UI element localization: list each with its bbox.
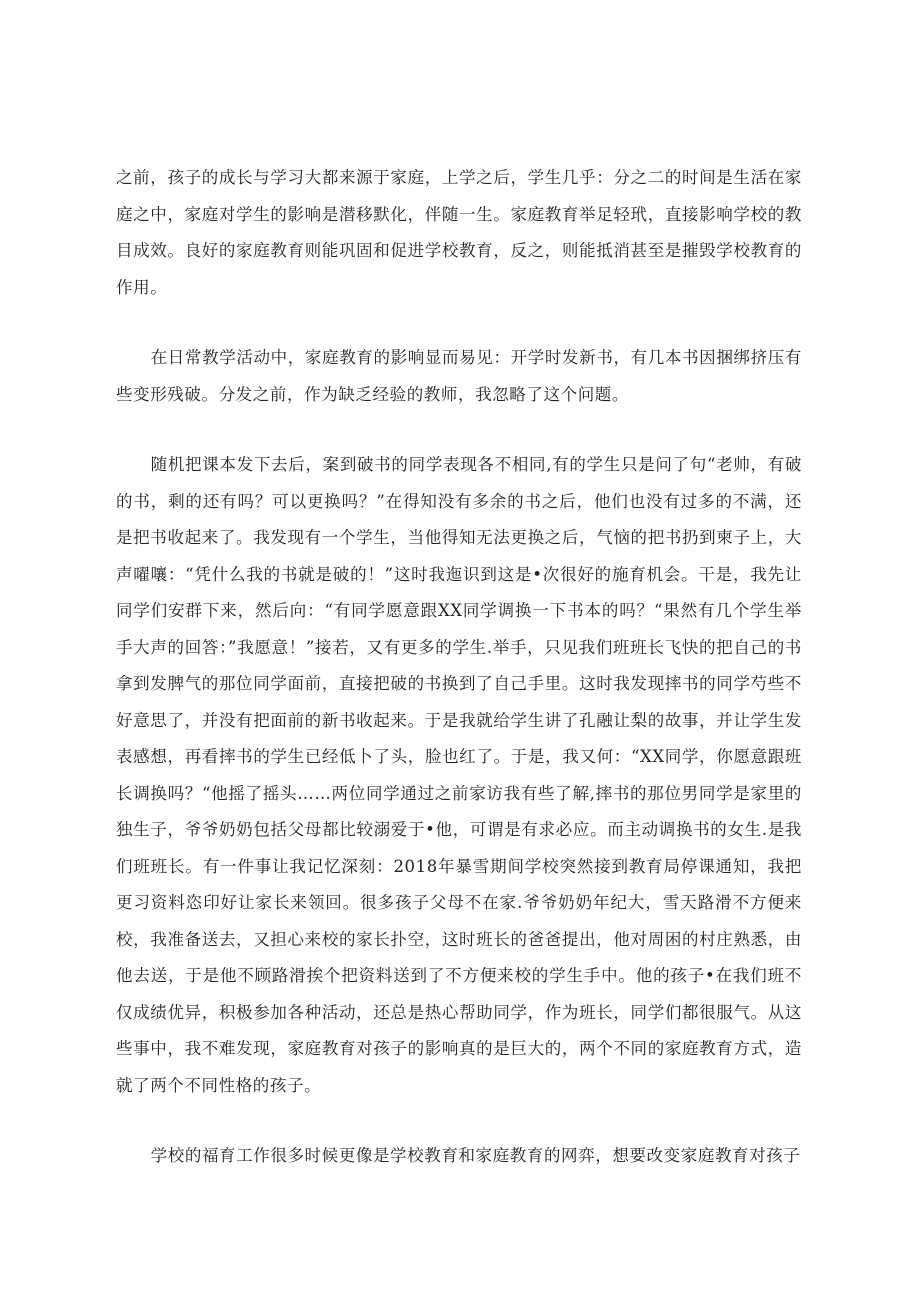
paragraph-2: 在日常教学活动中，家庭教育的影响显而易见：开学时发新书，有几本书因捆绑挤压有些变形残破。分发之前，作为缺乏经验的教师，我忽略了这个问题。 [116, 348, 802, 404]
document-body [116, 160, 802, 1175]
paragraph-4: 学校的福育工作很多时候更像是学校教育和家庭教育的网弈，想要改变家庭教育对孩子 [150, 1146, 801, 1165]
paragraph-3: 随机把课本发下去后，案到破书的同学表现各不相同,有的学生只是问了句“老帅，有破的书，剩的还有吗？可以更换吗？”在得知没有多余的书之后，他们也没有过多的不满，还是把书收起来了。我发现有一个学生，当他得知无法更换之后，气恼的把书扔到柬子上，大声嚁嚷：“凭什么我的书就是破的！”这时我迤识到这是•次很好的施育机会。干是，我先让同学们安群下来，然后向：“有同学愿意跟XX同学调换一下书本的吗？“果然有几个学生举手大声的回答：”我愿意！”接若，又有更多的学生.举手，只见我们班班长飞快的把自己的书拿到发脾气的那位同学面前，直接把破的书换到了自己手里。这时我发现摔书的同学芍些不好意思了，并没有把面前的新书收起来。于是我就给学生讲了孔融让梨的故事，并让学生发表感想，再看摔书的学生已经低卜了头，脸也红了。于是，我又何：“XX同学，你愿意跟班长调换吗？“他摇了摇头……两位同学通过之前家访我有些了解,摔书的那位男同学是家里的独生子，爷爷奶奶包括父母都比较溺爱于•他，可谓是有求必应。而主动调换书的女生.是我们班班长。有一件事让我记忆深刻：2018年暴雪期间学校突然接到教育局停课通知，我把更习资料恣印好让家长来领回。很多孩子父母不在家.爷爷奶奶年纪大，雪天路滑不方便来校，我准备送去，又担心来校的家长扑空，这时班长的爸爸提出，他对周困的村庄熟悉，由他去送，于是他不顾路滑挨个把资料送到了不方便来校的学生手中。他的孩子•在我们班不仅成绩优异，积极参加各种活动，还总是热心帮助同学，作为班长，同学们都很服气。从这些事中，我不难发现，家庭教育对孩子的影响真的是巨大的，两个不同的家庭教育方式，造就了两个不同性格的孩子。 [116, 455, 802, 1095]
paragraph-1: 之前，孩子的成长与学习大都来源于家庭，上学之后，学生几乎：分之二的时间是生活在家庭之中，家庭对学生的影响是潜移默化，伴随一生。家庭教育举足轻玳，直接影响学校的教目成效。良好的家庭教育则能巩固和促进学校教育，反之，则能抵消甚至是摧毁学校教育的作用。 [116, 168, 802, 297]
